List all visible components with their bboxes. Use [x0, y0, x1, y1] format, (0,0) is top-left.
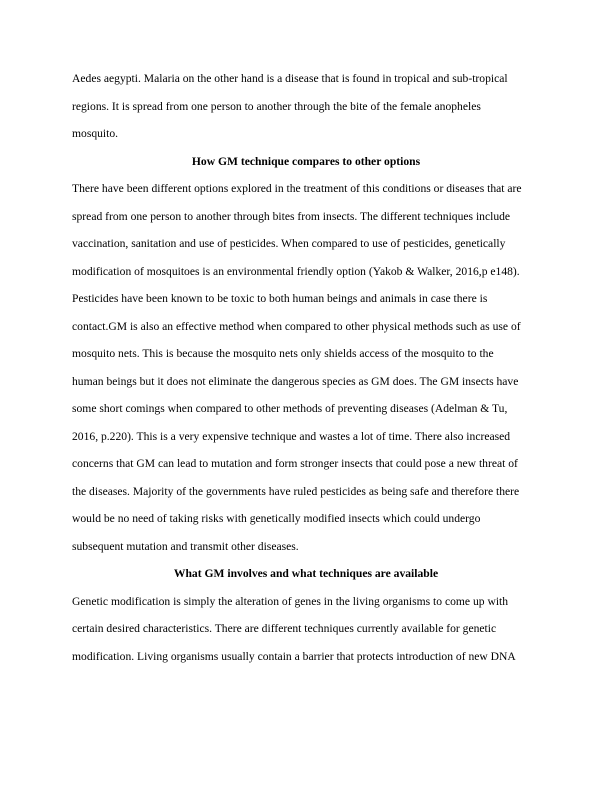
text-line: contact.GM is also an effective method when compared to other physical methods such as use of	[72, 319, 521, 333]
text-line: modification of mosquitoes is an environmental friendly option (Yakob & Walker, 2016,p e148).	[72, 264, 520, 278]
text-line: some short comings when compared to other methods of preventing diseases (Adelman & Tu,	[72, 402, 508, 415]
text-line: regions. It is spread from one person to another through the bite of the female anopheles	[72, 99, 481, 113]
text-line: Pesticides have been known to be toxic to both human beings and animals in case there is	[72, 292, 488, 305]
page-content	[72, 65, 540, 670]
text-line: certain desired characteristics. There are different techniques currently available for genetic	[72, 622, 497, 635]
section-heading: How GM technique compares to other options	[191, 154, 421, 168]
text-line: modification. Living organisms usually contain a barrier that protects introduction of new DNA	[72, 649, 516, 663]
section-2-paragraph	[72, 588, 540, 671]
text-line: spread from one person to another through bites from insects. The different techniques include	[72, 209, 511, 223]
section-1-paragraph	[72, 175, 540, 560]
text-line: 2016, p.220). This is a very expensive technique and wastes a lot of time. There also increased	[72, 429, 511, 443]
text-line: There have been different options explored in the treatment of this conditions or diseases that are	[72, 182, 522, 195]
text-line: the diseases. Majority of the governments have ruled pesticides as being safe and therefore there	[72, 484, 520, 498]
text-line: mosquito nets. This is because the mosquito nets only shields access of the mosquito to the	[72, 347, 494, 360]
section-heading: What GM involves and what techniques are available	[173, 567, 439, 580]
text-line: concerns that GM can lead to mutation and form stronger insects that could pose a new threat of	[72, 457, 518, 470]
text-line: human beings but it does not eliminate the dangerous species as GM does. The GM insects have	[72, 374, 519, 388]
text-line: subsequent mutation and transmit other diseases.	[72, 539, 299, 553]
text-line: mosquito.	[72, 127, 119, 140]
text-line: would be no need of taking risks with genetically modified insects which could undergo	[72, 512, 481, 525]
text-line: Aedes aegypti. Malaria on the other hand is a disease that is found in tropical and sub-tropical	[72, 72, 508, 85]
text-line: Genetic modification is simply the alteration of genes in the living organisms to come up with	[72, 594, 509, 608]
intro-paragraph	[72, 65, 540, 148]
text-line: vaccination, sanitation and use of pesticides. When compared to use of pesticides, genetically	[72, 237, 506, 250]
